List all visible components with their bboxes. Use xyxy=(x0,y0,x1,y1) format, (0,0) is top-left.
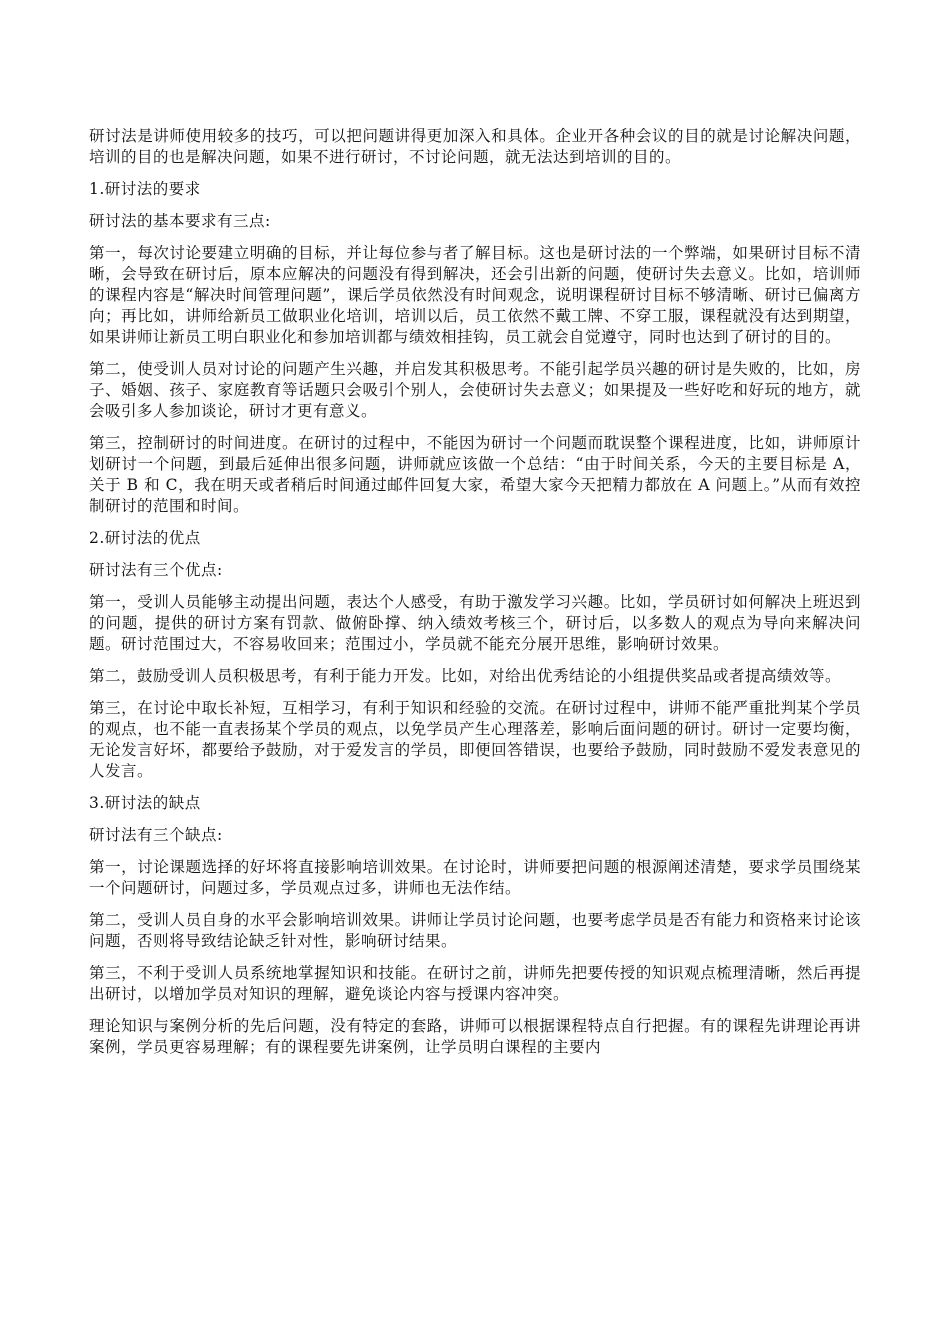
requirement-1-paragraph: 第一，每次讨论要建立明确的目标，并让每位参与者了解目标。这也是研讨法的一个弊端，如果研讨目标不清晰，会导致在研讨后，原本应解决的问题没有得到解决，还会引出新的问题，使研讨失去意义。比如，培训师的课程内容是“解决时间管理问题”，课后学员依然没有时间观念，说明课程研讨目标不够清晰、研讨已偏离方向；再比如，讲师给新员工做职业化培训，培训以后，员工依然不戴工牌、不穿工服，课程就没有达到期望，如果讲师让新员工明白职业化和参加培训都与绩效相挂钩，员工就会自觉遵守，同时也达到了研讨的目的。 xyxy=(89,244,861,346)
advantage-1-paragraph: 第一，受训人员能够主动提出问题，表达个人感受，有助于激发学习兴趣。比如，学员研讨如何解决上班迟到的问题，提供的研讨方案有罚款、做俯卧撑、纳入绩效考核三个，研讨后，以多数人的观点为导向来解决问题。研讨范围过大，不容易收回来；范围过小，学员就不能充分展开思维，影响研讨效果。 xyxy=(89,593,861,653)
document-page xyxy=(89,126,861,1069)
disadvantage-3-paragraph: 第三，不利于受训人员系统地掌握知识和技能。在研讨之前，讲师先把要传授的知识观点梳理清晰，然后再提出研讨，以增加学员对知识的理解，避免谈论内容与授课内容冲突。 xyxy=(89,964,861,1003)
section-heading-disadvantages: 3.研讨法的缺点 xyxy=(89,794,201,812)
section-heading-advantages: 2.研讨法的优点 xyxy=(89,529,201,547)
disadvantages-lead: 研讨法有三个缺点: xyxy=(89,826,223,844)
requirement-2-paragraph: 第二，使受训人员对讨论的问题产生兴趣，并启发其积极思考。不能引起学员兴趣的研讨是失败的，比如，房子、婚姻、孩子、家庭教育等话题只会吸引个别人，会使研讨失去意义；如果提及一些好吃和好玩的地方，就会吸引多人参加谈论，研讨才更有意义。 xyxy=(89,360,861,420)
closing-paragraph: 理论知识与案例分析的先后问题，没有特定的套路，讲师可以根据课程特点自行把握。有的课程先讲理论再讲案例，学员更容易理解；有的课程要先讲案例，让学员明白课程的主要内 xyxy=(89,1017,861,1056)
requirement-3-paragraph: 第三，控制研讨的时间进度。在研讨的过程中，不能因为研讨一个问题而耽误整个课程进度，比如，讲师原计划研讨一个问题，到最后延伸出很多问题，讲师就应该做一个总结：“由于时间关系，今天的主要目标是 A，关于 B 和 C，我在明天或者稍后时间通过邮件回复大家，希望大家今天把精力都放在 A 问题上。”从而有效控制研讨的范围和时间。 xyxy=(89,434,861,515)
disadvantage-1-paragraph: 第一，讨论课题选择的好坏将直接影响培训效果。在讨论时，讲师要把问题的根源阐述清楚，要求学员围绕某一个问题研讨，问题过多，学员观点过多，讲师也无法作结。 xyxy=(89,858,861,897)
section-heading-requirements: 1.研讨法的要求 xyxy=(89,180,201,198)
advantage-2-paragraph: 第二，鼓励受训人员积极思考，有利于能力开发。比如，对给出优秀结论的小组提供奖品或者提高绩效等。 xyxy=(89,667,842,685)
advantages-lead: 研讨法有三个优点: xyxy=(89,561,223,579)
disadvantage-2-paragraph: 第二，受训人员自身的水平会影响培训效果。讲师让学员讨论问题，也要考虑学员是否有能力和资格来讨论该问题，否则将导致结论缺乏针对性，影响研讨结果。 xyxy=(89,911,861,950)
advantage-3-paragraph: 第三，在讨论中取长补短，互相学习，有利于知识和经验的交流。在研讨过程中，讲师不能严重批判某个学员的观点，也不能一直表扬某个学员的观点，以免学员产生心理落差，影响后面问题的研讨。研讨一定要均衡，无论发言好坏，都要给予鼓励，对于爱发言的学员，即便回答错误，也要给予鼓励，同时鼓励不爱发表意见的人发言。 xyxy=(89,699,861,780)
requirements-lead: 研讨法的基本要求有三点: xyxy=(89,212,271,230)
intro-paragraph: 研讨法是讲师使用较多的技巧，可以把问题讲得更加深入和具体。企业开各种会议的目的就是讨论解决问题，培训的目的也是解决问题，如果不进行研讨，不讨论问题，就无法达到培训的目的。 xyxy=(89,127,861,166)
